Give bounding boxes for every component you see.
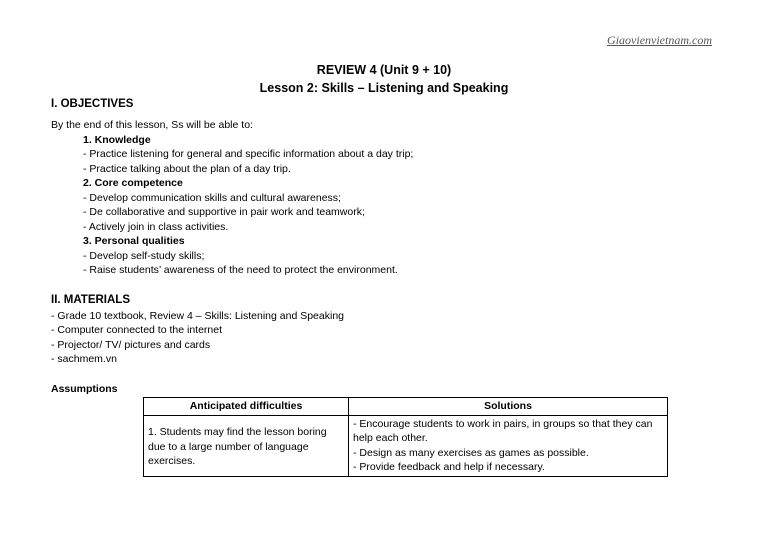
solution-item: - Provide feedback and help if necessary. (353, 461, 545, 473)
core-competence-item: - De collaborative and supportive in pair work and teamwork; (83, 206, 365, 218)
solution-item: - Design as many exercises as games as possible. (353, 446, 589, 459)
objectives-intro: By the end of this lesson, Ss will be able to: (51, 119, 253, 131)
materials-item: - Computer connected to the internet (51, 324, 223, 336)
assumptions-heading: Assumptions (51, 383, 118, 395)
lesson-title: Lesson 2: Skills – Listening and Speaking (259, 81, 509, 95)
watermark[interactable]: Giaovienvietnam.com (607, 33, 712, 47)
assumptions-table (143, 397, 668, 477)
knowledge-title: 1. Knowledge (83, 134, 151, 146)
personal-qualities-title: 3. Personal qualities (83, 235, 185, 247)
column-header-solutions: Solutions (349, 398, 668, 416)
materials-item: - Projector/ TV/ pictures and cards (51, 339, 211, 351)
table-row (144, 415, 668, 476)
objectives-heading: I. OBJECTIVES (51, 98, 134, 110)
core-competence-title: 2. Core competence (83, 177, 183, 189)
column-header-difficulties: Anticipated difficulties (144, 398, 349, 416)
materials-heading: II. MATERIALS (51, 294, 131, 306)
core-competence-item: - Actively join in class activities. (83, 221, 229, 233)
document-title: REVIEW 4 (Unit 9 + 10) (316, 63, 452, 77)
knowledge-item: - Practice talking about the plan of a day trip. (83, 163, 291, 175)
personal-qualities-item: - Develop self-study skills; (83, 250, 205, 262)
solution-item: - Encourage students to work in pairs, in groups so that they can help each other. (353, 417, 653, 444)
materials-item: - Grade 10 textbook, Review 4 – Skills: Listening and Speaking (51, 310, 345, 322)
personal-qualities-item: - Raise students’ awareness of the need to protect the environment. (83, 264, 398, 276)
knowledge-item: - Practice listening for general and specific information about a day trip; (83, 148, 414, 160)
table-header-row (144, 398, 668, 416)
difficulty-cell: 1. Students may find the lesson boring due to a large number of language exercises. (144, 415, 349, 476)
solutions-cell (349, 415, 668, 476)
core-competence-item: - Develop communication skills and cultural awareness; (83, 192, 341, 204)
materials-item: - sachmem.vn (51, 353, 117, 365)
